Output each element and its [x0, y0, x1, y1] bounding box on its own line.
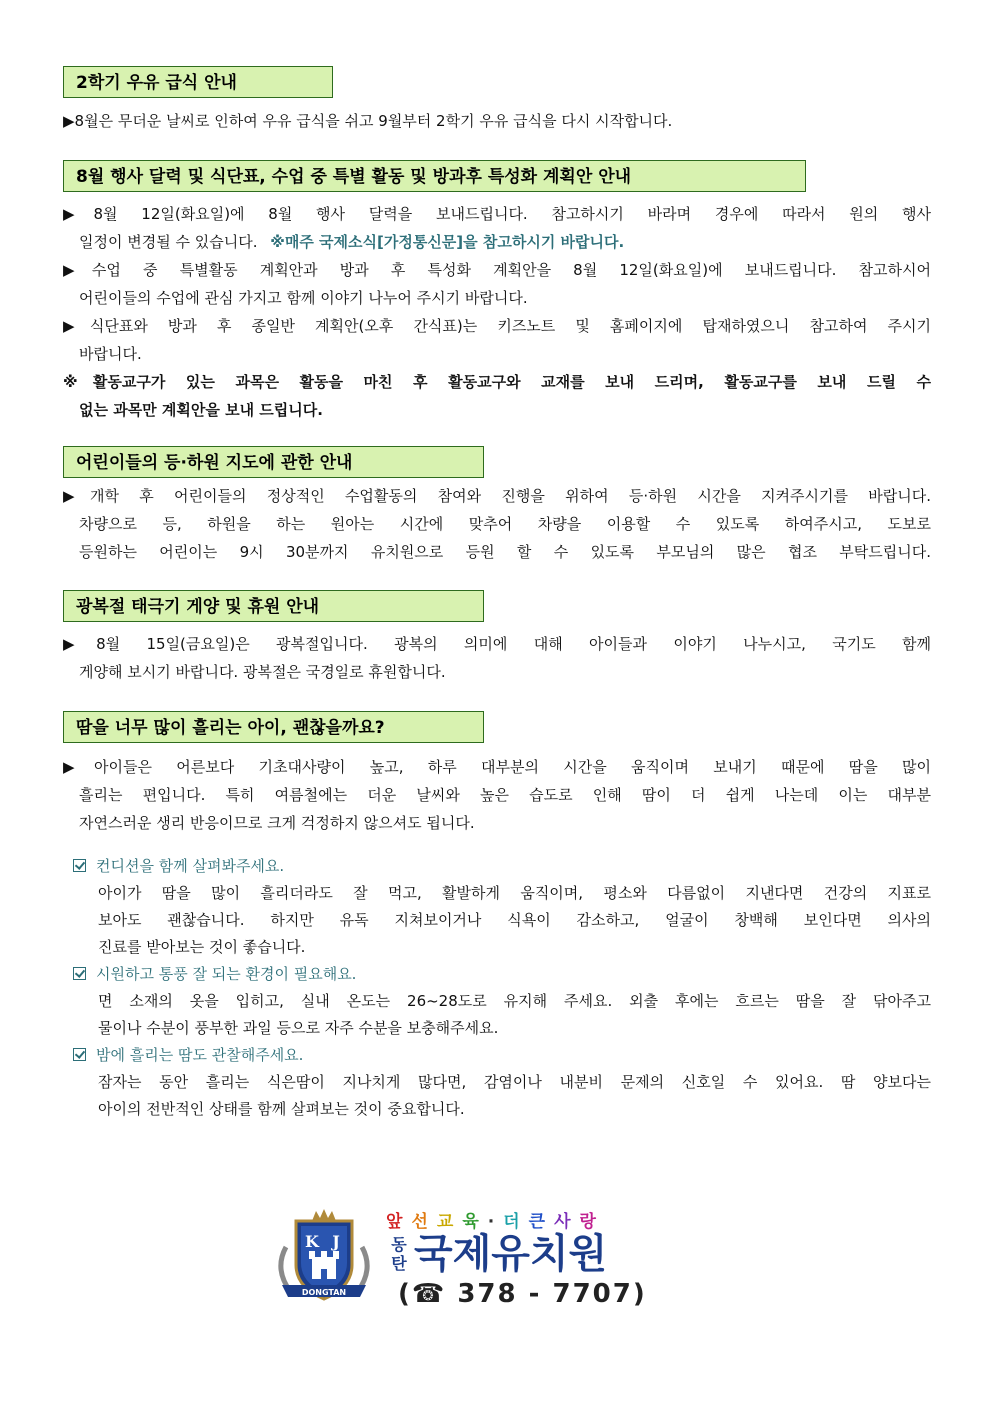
text-line: 차량으로 등, 하원을 하는 원아는 시간에 맞추어 차량을 이용할 수 있도록 하여주시고, 도보로: [79, 515, 931, 533]
section-body-august-schedule: [63, 200, 931, 424]
text-line: 어린이들의 수업에 관심 가지고 함께 이야기 나누어 주시기 바랍니다.: [79, 289, 528, 307]
text-line: ▶8월 15일(금요일)은 광복절입니다. 광복의 의미에 대해 아이들과 이야기 나누시고, 국기도 함께: [63, 635, 931, 653]
section-title-milk: 2학기 우유 급식 안내: [63, 66, 333, 98]
text-line: ▶수업 중 특별활동 계획안과 방과 후 특성화 계획안을 8월 12일(화요일)에 보내드립니다. 참고하시어: [63, 261, 931, 279]
text-plain: 일정이 변경될 수 있습니다.: [79, 233, 258, 251]
text-line: [63, 228, 931, 256]
checkbox-icon: [73, 859, 86, 872]
slogan-char: 선: [411, 1212, 437, 1232]
tip-heading: 컨디션을 함께 살펴봐주세요.: [63, 853, 931, 880]
text-line: 게양해 보시기 바랍니다. 광복절은 국경일로 휴원합니다.: [79, 663, 446, 681]
tip-line: 물이나 수분이 풍부한 과일 등으로 자주 수분을 보충해주세요.: [98, 1019, 499, 1037]
tip-line: 보아도 괜찮습니다. 하지만 유독 지쳐보이거나 식욕이 감소하고, 얼굴이 창백해 보인다면 의사의: [98, 911, 931, 929]
text-line: 흘리는 편입니다. 특히 여름철에는 더운 날씨와 높은 습도로 인해 땀이 더 쉽게 나는데 이는 대부분: [79, 786, 931, 804]
text-line: ▶식단표와 방과 후 종일반 계획안(오후 간식표)는 키즈노트 및 홈페이지에 탑재하였으니 참고하여 주시기: [63, 317, 931, 335]
text-line: ※활동교구가 있는 과목은 활동을 마친 후 활동교구와 교재를 보내 드리며, 활동교구를 보내 드릴 수: [63, 373, 931, 391]
section-body-attendance: [63, 482, 931, 566]
section-body-sweating: [63, 753, 931, 837]
text-line: ▶8월 12일(화요일)에 8월 행사 달력을 보내드립니다. 참고하시기 바라며 경우에 따라서 원의 행사: [63, 205, 931, 223]
slogan: [386, 1207, 605, 1232]
checkbox-icon: [73, 1048, 86, 1061]
kindergarten-name: 국제유치원: [414, 1231, 608, 1277]
section-title-liberation-day: 광복절 태극기 게양 및 휴원 안내: [63, 590, 484, 622]
tip-heading: 밤에 흘리는 땀도 관찰해주세요.: [63, 1042, 931, 1069]
text-line: 없는 과목만 계획안을 보내 드립니다.: [79, 401, 323, 419]
kindergarten-logo: [268, 1205, 698, 1315]
section-body-liberation-day: [63, 630, 931, 686]
emblem-letter-k: K: [305, 1232, 319, 1251]
tip-line: 잠자는 동안 흘리는 식은땀이 지나치게 많다면, 감염이나 내분비 문제의 신호일 수 있어요. 땀 양보다는: [98, 1073, 931, 1091]
slogan-char: ·: [487, 1212, 504, 1232]
tip-line: 아이의 전반적인 상태를 함께 살펴보는 것이 중요합니다.: [98, 1100, 465, 1118]
slogan-char: 사: [554, 1212, 580, 1232]
notice-highlight: ※매주 국제소식[가정통신문]을 참고하시기 바랍니다.: [270, 233, 625, 251]
slogan-char: 랑: [579, 1212, 605, 1232]
text-line: ▶아이들은 어른보다 기초대사량이 높고, 하루 대부분의 시간을 움직이며 보내기 때문에 땀을 많이: [63, 758, 931, 776]
text-line: ▶8월은 무더운 날씨로 인하여 우유 급식을 쉬고 9월부터 2학기 우유 급식을 다시 시작합니다.: [63, 112, 673, 130]
text-line: 등원하는 어린이는 9시 30분까지 유치원으로 등원 할 수 있도록 부모님의 많은 협조 부탁드립니다.: [79, 543, 931, 561]
phone-number: (☎ 378 - 7707): [398, 1279, 647, 1309]
section-title-sweating: 땀을 너무 많이 흘리는 아이, 괜찮을까요?: [63, 711, 484, 743]
tip-heading: 시원하고 통풍 잘 되는 환경이 필요해요.: [63, 961, 931, 988]
text-line: ▶개학 후 어린이들의 정상적인 수업활동의 참여와 진행을 위하여 등·하원 시간을 지켜주시기를 바랍니다.: [63, 487, 931, 505]
slogan-char: 교: [436, 1212, 463, 1232]
slogan-char: 육: [462, 1212, 488, 1232]
tip-line: 진료를 받아보는 것이 좋습니다.: [98, 938, 306, 956]
emblem-icon: [268, 1207, 380, 1307]
slogan-char: 큰: [528, 1212, 555, 1232]
text-line: 자연스러운 생리 반응이므로 크게 걱정하지 않으셔도 됩니다.: [79, 814, 475, 832]
emblem-letter-j: J: [332, 1232, 340, 1251]
slogan-char: 더: [503, 1212, 529, 1232]
section-title-august-schedule: 8월 행사 달력 및 식단표, 수업 중 특별 활동 및 방과후 특성화 계획안 안내: [63, 160, 806, 192]
section-body-milk: [63, 107, 931, 135]
emblem-ribbon-text: DONGTAN: [301, 1288, 347, 1297]
section-title-attendance: 어린이들의 등·하원 지도에 관한 안내: [63, 446, 484, 478]
slogan-char: 앞: [386, 1212, 412, 1232]
tip-line: 아이가 땀을 많이 흘리더라도 잘 먹고, 활발하게 움직이며, 평소와 다름없이 지낸다면 건강의 지표로: [98, 884, 931, 902]
tip-line: 면 소재의 옷을 입히고, 실내 온도는 26~28도로 유지해 주세요. 외출 후에는 흐르는 땀을 잘 닦아주고: [98, 992, 931, 1010]
tips-list: [63, 853, 931, 1123]
text-line: 바랍니다.: [79, 345, 142, 363]
checkbox-icon: [73, 967, 86, 980]
name-prefix: 동 탄: [391, 1235, 407, 1273]
